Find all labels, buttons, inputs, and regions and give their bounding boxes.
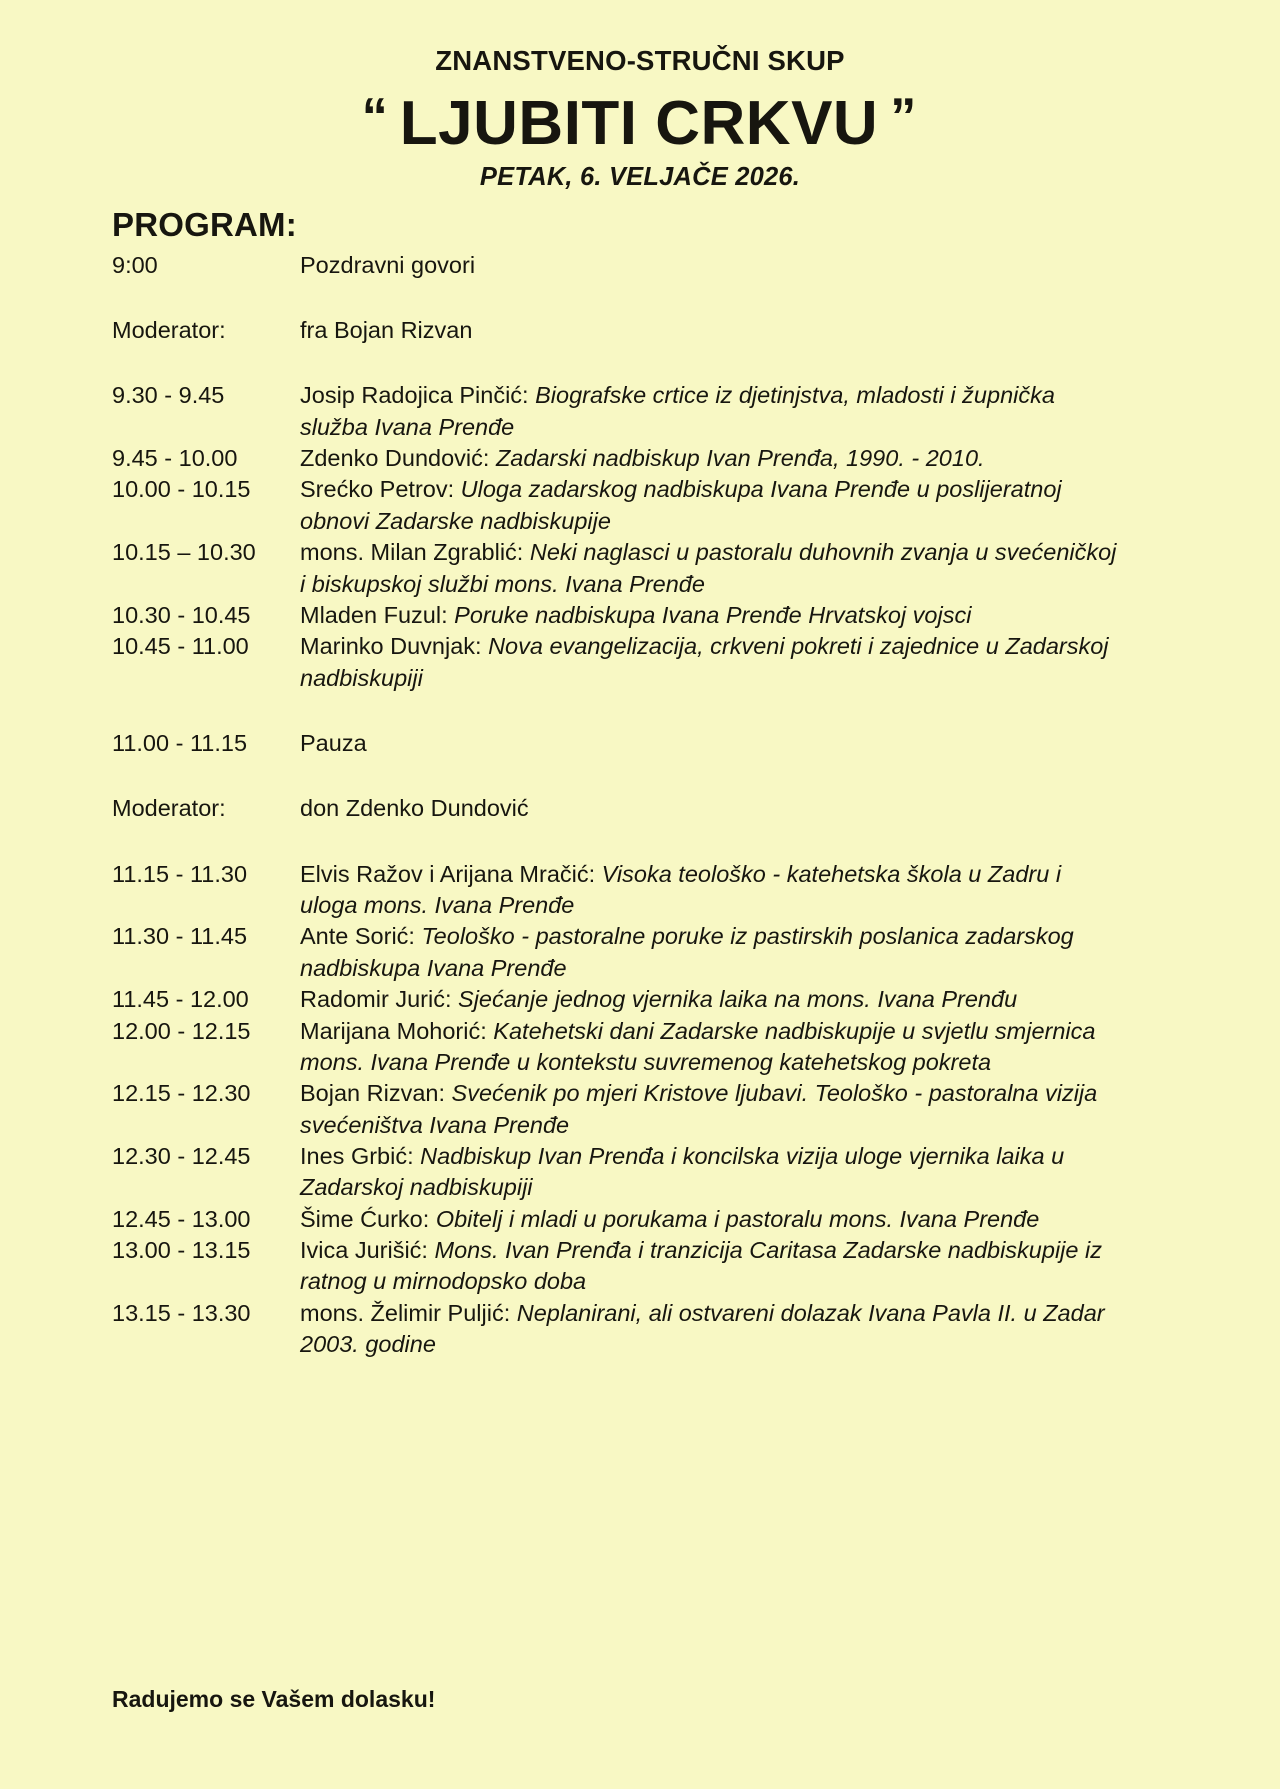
schedule-row-title: Neki naglasci u pastoralu duhovnih zvanja u svećeničkoj i biskupskoj službi mons. Ivana Prenđe (300, 539, 1117, 597)
quote-close-glyph: ” (890, 88, 919, 147)
schedule-row (112, 921, 1122, 984)
schedule-row (112, 600, 1122, 631)
schedule-row-speaker: mons. Želimir Puljić: (300, 1299, 517, 1326)
schedule-row-speaker: Ines Grbić: (300, 1142, 421, 1169)
schedule-row-title: Svećenik po mjeri Kristove ljubavi. Teološko - pastoralna vizija svećeništva Ivana Prenđe (300, 1080, 1098, 1138)
schedule-row-title: Biografske crtice iz djetinjstva, mladosti i župnička služba Ivana Prenđe (300, 382, 1055, 440)
schedule-row-description (300, 1204, 1122, 1235)
schedule-row (112, 380, 1122, 443)
program-heading: PROGRAM: (112, 205, 297, 243)
schedule-row-plain-text: Pauza (300, 730, 367, 756)
schedule-row-plain-text: don Zdenko Dundović (300, 795, 529, 822)
schedule-row-speaker: Marijana Mohorić: (300, 1017, 494, 1044)
schedule-block-gap (112, 825, 1122, 859)
schedule-row-time: Moderator: (112, 317, 226, 344)
schedule-block-gap (112, 694, 1122, 728)
program-schedule (112, 250, 1122, 1361)
schedule-row (112, 1078, 1122, 1141)
schedule-row-description (300, 631, 1122, 694)
schedule-row (112, 474, 1122, 537)
schedule-row-description (300, 728, 1122, 759)
schedule-row-title: Nova evangelizacija, crkveni pokreti i zajednice u Zadarskoj nadbiskupiji (300, 633, 1109, 691)
schedule-row-time: 12.00 - 12.15 (112, 1017, 251, 1044)
schedule-row-description (300, 537, 1122, 600)
schedule-row (112, 315, 1122, 346)
schedule-row-description (300, 380, 1122, 443)
quote-open-glyph: “ (361, 88, 390, 147)
schedule-row-speaker: Marinko Duvnjak: (300, 633, 489, 660)
event-date: PETAK, 6. VELJAČE 2026. (479, 162, 801, 191)
schedule-row-time: 11.45 - 12.00 (112, 986, 249, 1013)
schedule-row (112, 859, 1122, 922)
schedule-row-speaker: Josip Radojica Pinčić: (300, 382, 536, 409)
schedule-row-speaker: Elvis Ražov i Arijana Mračić: (300, 860, 602, 887)
schedule-row (112, 443, 1122, 474)
schedule-row-time: 10.00 - 10.15 (112, 476, 251, 503)
schedule-row (112, 1298, 1122, 1361)
schedule-row-time: 12.45 - 13.00 (112, 1205, 251, 1232)
schedule-row (112, 1235, 1122, 1298)
schedule-row-plain-text: fra Bojan Rizvan (300, 317, 473, 344)
schedule-row-time: 10.45 - 11.00 (112, 633, 249, 660)
schedule-row-plain-text: Pozdravni govori (300, 251, 476, 278)
schedule-row (112, 1141, 1122, 1204)
schedule-row-speaker: mons. Milan Zgrablić: (300, 539, 530, 566)
schedule-row-time: 12.15 - 12.30 (112, 1080, 251, 1107)
schedule-row-time: 10.30 - 10.45 (112, 601, 251, 628)
schedule-row-title: Mons. Ivan Prenđa i tranzicija Caritasa Zadarske nadbiskupije iz ratnog u mirnodopsko doba (300, 1237, 1102, 1295)
schedule-row-speaker: Bojan Rizvan: (300, 1080, 452, 1107)
schedule-row-title: Nadbiskup Ivan Prenđa i koncilska vizija uloge vjernika laika u Zadarskoj nadbiskupiji (300, 1142, 1065, 1201)
schedule-block-gap (112, 759, 1122, 793)
schedule-row-speaker: Šime Ćurko: (300, 1205, 436, 1232)
schedule-block-gap (112, 281, 1122, 315)
schedule-row-title: Katehetski dani Zadarske nadbiskupije u svjetlu smjernica mons. Ivana Prenđe u kontekstu suvremenog katehetskog pokreta (300, 1017, 1096, 1075)
event-title (0, 88, 1280, 158)
schedule-row-speaker: Zdenko Dundović: (300, 445, 496, 472)
schedule-row-description (300, 1016, 1122, 1079)
schedule-row-time: 13.00 - 13.15 (112, 1237, 251, 1264)
schedule-row-title: Uloga zadarskog nadbiskupa Ivana Prenđe u poslijeratnoj obnovi Zadarske nadbiskupije (300, 476, 1062, 534)
schedule-row-description (300, 443, 1122, 474)
schedule-row-title: Neplanirani, ali ostvareni dolazak Ivana Pavla II. u Zadar 2003. godine (300, 1299, 1105, 1358)
schedule-row-title: Teološko - pastoralne poruke iz pastirskih poslanica zadarskog nadbiskupa Ivana Prenđe (300, 923, 1074, 981)
schedule-row-description (300, 921, 1122, 984)
schedule-row-time: 13.15 - 13.30 (112, 1299, 251, 1326)
schedule-row (112, 984, 1122, 1015)
schedule-row-time: 9.30 - 9.45 (112, 382, 225, 409)
schedule-row-description (300, 250, 1122, 281)
schedule-row-speaker: Srećko Petrov: (300, 476, 461, 503)
closing-note: Radujemo se Vašem dolasku! (112, 1686, 436, 1712)
event-kicker: ZNANSTVENO-STRUČNI SKUP (435, 45, 845, 76)
schedule-row-title: Sjećanje jednog vjernika laika na mons. Ivana Prenđu (458, 986, 1018, 1013)
schedule-row (112, 537, 1122, 600)
schedule-row-description (300, 1141, 1122, 1204)
schedule-row-speaker: Ivica Jurišić: (300, 1237, 435, 1264)
schedule-row-speaker: Radomir Jurić: (300, 986, 459, 1013)
poster-header (0, 0, 1280, 192)
schedule-row-title: Visoka teološko - katehetska škola u Zadru i uloga mons. Ivana Prenđe (300, 860, 1062, 919)
schedule-row-description (300, 984, 1122, 1015)
schedule-row-time: 11.15 - 11.30 (112, 860, 248, 887)
schedule-row-description (300, 859, 1122, 922)
schedule-row-title: Zadarski nadbiskup Ivan Prenđa, 1990. - 2010. (495, 445, 985, 472)
schedule-row-description (300, 315, 1122, 346)
schedule-row-time: 12.30 - 12.45 (112, 1142, 251, 1169)
schedule-row-speaker: Ante Sorić: (300, 923, 422, 950)
schedule-row-time: 9:00 (112, 251, 158, 278)
schedule-row-description (300, 793, 1122, 824)
event-title-text: LJUBITI CRKVU (399, 89, 879, 159)
schedule-row-time: 11.00 - 11.15 (112, 730, 248, 756)
schedule-row (112, 631, 1122, 694)
schedule-row (112, 1016, 1122, 1079)
schedule-row-description (300, 600, 1122, 631)
schedule-row (112, 793, 1122, 824)
schedule-row (112, 250, 1122, 281)
schedule-row-description (300, 1298, 1122, 1361)
schedule-row (112, 1204, 1122, 1235)
schedule-row-time: 11.30 - 11.45 (112, 923, 248, 950)
schedule-row-description (300, 474, 1122, 537)
schedule-row (112, 728, 1122, 759)
schedule-row-time: 10.15 – 10.30 (112, 539, 256, 566)
schedule-row-title: Poruke nadbiskupa Ivana Prenđe Hrvatskoj vojsci (454, 601, 972, 628)
schedule-row-speaker: Mladen Fuzul: (300, 601, 455, 628)
schedule-row-description (300, 1078, 1122, 1141)
schedule-row-time: Moderator: (112, 795, 226, 822)
schedule-block-gap (112, 346, 1122, 380)
schedule-row-description (300, 1235, 1122, 1298)
schedule-row-title: Obitelj i mladi u porukama i pastoralu mons. Ivana Prenđe (435, 1205, 1040, 1232)
schedule-row-time: 9.45 - 10.00 (112, 445, 238, 472)
